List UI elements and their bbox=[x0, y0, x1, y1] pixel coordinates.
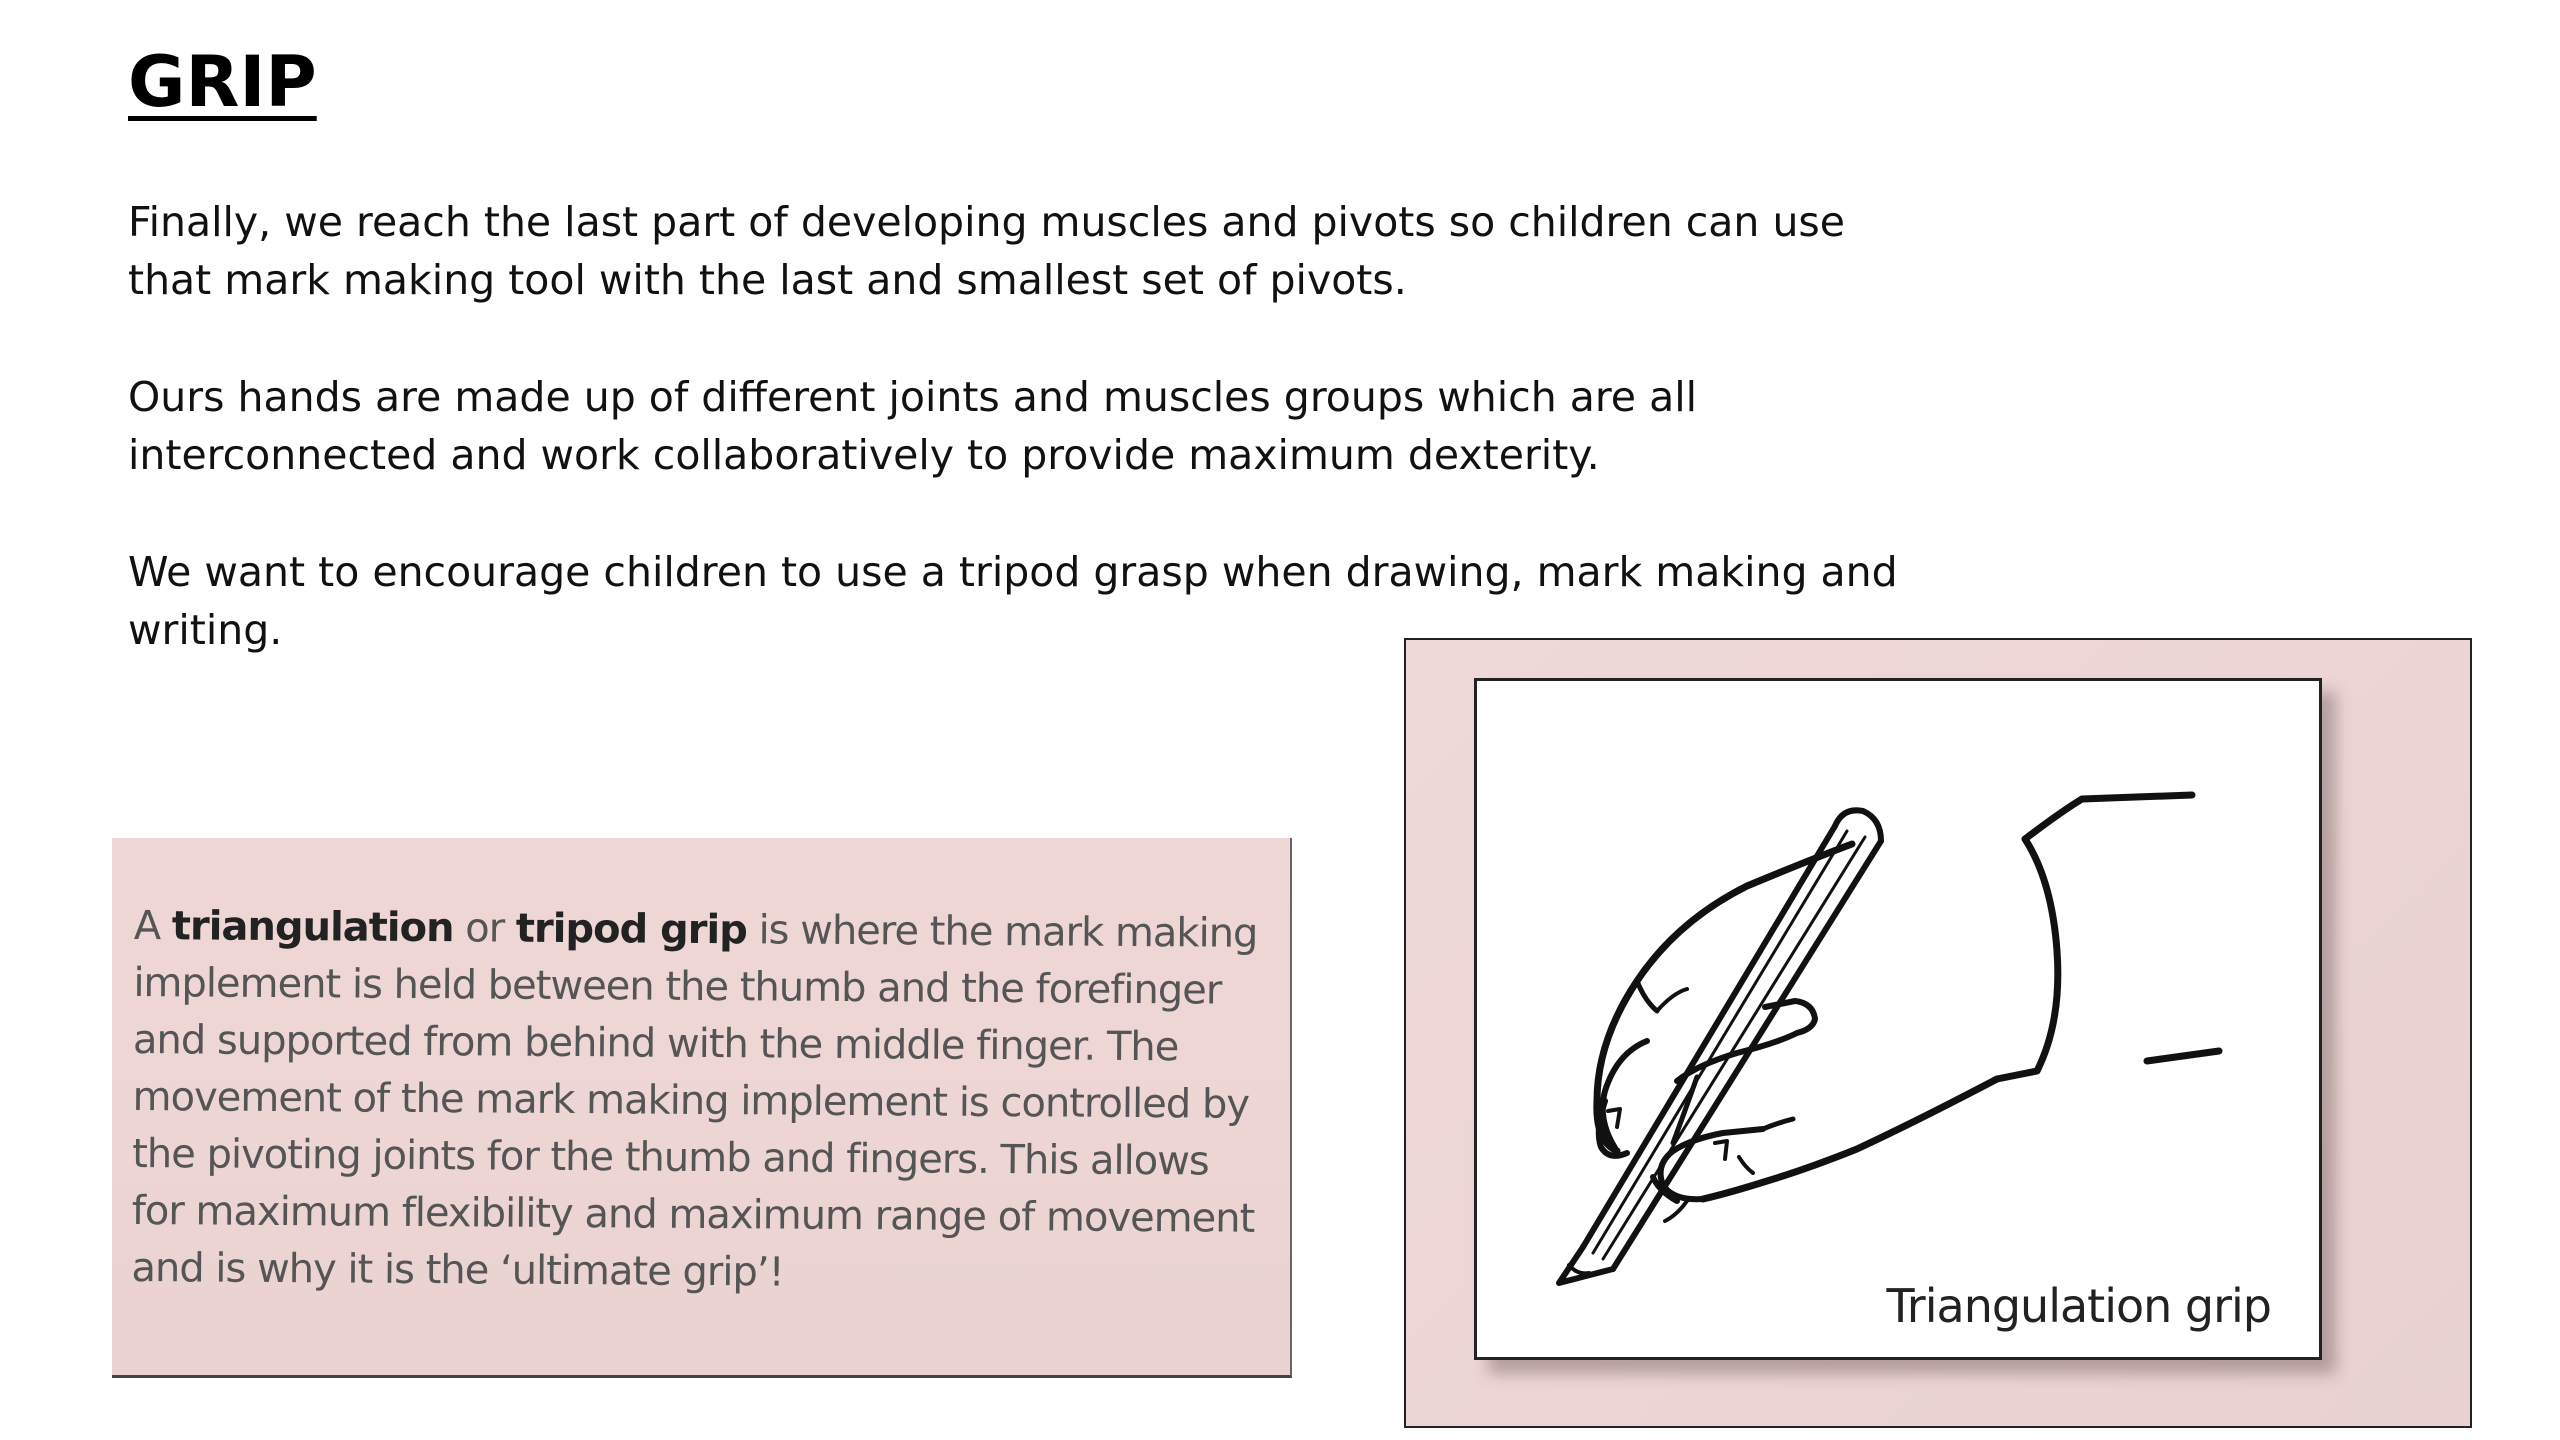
definition-intro: A bbox=[133, 902, 161, 950]
hand-pencil-illustration-icon bbox=[1477, 681, 2319, 1357]
slide-title: GRIP bbox=[128, 41, 317, 123]
paragraph-tripod-grasp: We want to encourage children to use a tripod grasp when drawing, mark making and writing. bbox=[128, 548, 1898, 654]
figure-caption: Triangulation grip bbox=[1886, 1279, 2271, 1333]
figure-card bbox=[1474, 678, 2322, 1360]
definition-box bbox=[112, 838, 1292, 1378]
paragraph-hands: Ours hands are made up of different joints and muscles groups which are all interconnected and work collaboratively to provide maximum dexterity. bbox=[128, 373, 1697, 479]
paragraph-intro: Finally, we reach the last part of developing muscles and pivots so children can use that mark making tool with the last and smallest set of pivots. bbox=[128, 198, 1846, 304]
definition-text bbox=[131, 898, 1264, 1305]
figure-frame bbox=[1404, 638, 2472, 1428]
definition-body: is where the mark making implement is held between the thumb and the forefinger and supported from behind with the middle finger. The movement of the mark making implement is controlled by the pivoting joints for the thumb and fingers. This allows for maximum flexibility and maximum range of movement and is why it is the ‘ultimate grip’! bbox=[131, 907, 1258, 1296]
definition-term-tripod: tripod grip bbox=[515, 905, 747, 954]
definition-connector: or bbox=[465, 905, 505, 952]
definition-term-triangulation: triangulation bbox=[171, 903, 454, 952]
